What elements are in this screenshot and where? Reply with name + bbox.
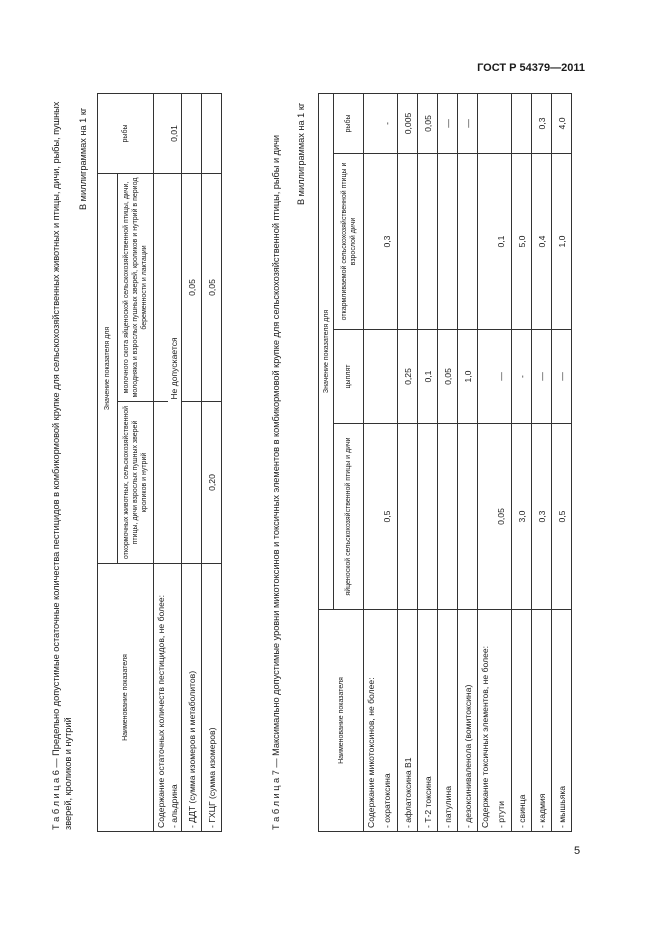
table6-header-fish: рыбы [98, 94, 154, 174]
table7-ochratoxin-laying: 0,5 [378, 424, 398, 610]
table7-mercury-fattened: 0,1 [492, 154, 512, 330]
table7-arsenic-chicks: — [552, 330, 572, 424]
table7-row-aflatoxin: - афлатоксина В1 [398, 610, 418, 832]
table7-header-laying: яйценоской сельскохозяйственной птицы и дичи [334, 424, 364, 610]
table7-header-fattened: откармливаемой сельскохозяйственной птицы и взрослой дичи [334, 154, 364, 330]
table7-row-patulin: - патулина [438, 610, 458, 832]
table7-header-fish: рыбы [334, 93, 364, 153]
table7-ochratoxin-fish: - [378, 93, 398, 153]
table7-arsenic-fattened: 1,0 [552, 154, 572, 330]
table7-cadmium-fish: 0,3 [532, 93, 552, 153]
table6-row-hch: - ГХЦГ (сумма изомеров) [202, 564, 222, 832]
table7-arsenic-laying: 0,5 [552, 424, 572, 610]
table7-row-mycotoxins: Содержание микотоксинов, не более: [364, 610, 378, 832]
table6-hch-fattening: 0,20 [202, 402, 222, 564]
standard-number: ГОСТ Р 54379—2011 [477, 62, 585, 74]
table7-lead-fattened: 5,0 [512, 154, 532, 330]
table7-row-deoxynivalenol: - дезоксиниваленола (вомитоксина) [458, 610, 478, 832]
table7-row-mercury: - ртути [492, 610, 512, 832]
table7-t2-chicks: 0,1 [418, 330, 438, 424]
table7-cadmium-laying: 0,3 [532, 424, 552, 610]
table7-patulin-chicks: 0,05 [438, 330, 458, 424]
table6 [97, 93, 222, 832]
table6-hch-dairy: 0,05 [202, 174, 222, 402]
page-number: 5 [574, 845, 581, 857]
table7-mercury-chicks: — [492, 330, 512, 424]
table6-header-group: Значение показателя для [98, 174, 118, 564]
table7-row-toxic-elements: Содержание токсичных элементов, не более: [478, 610, 492, 832]
table6-header-fattening: откормочных животных, сельскохозяйственной птицы, дичи взрослых пушных зверей кроликов и нутрий [118, 402, 154, 564]
table7-row-ochratoxin: - охратоксина [378, 610, 398, 832]
table7-mercury-laying: 0,05 [492, 424, 512, 610]
table6-header-name: Наименование показателя [98, 564, 154, 832]
table7-row-arsenic: - мышьяка [552, 610, 572, 832]
table7-patulin-fish: — [438, 93, 458, 153]
table6-caption: Т а б л и ц а 6 — Предельно допустимые остаточные количества пестицидов в комбикормовой крупке для сельскохозяйственных животных и птицы, дичи, рыбы, пушных зверей, кроликов и нутрий [51, 101, 73, 830]
table7-cadmium-fattened: 0,4 [532, 154, 552, 330]
table7-arsenic-fish: 4,0 [552, 93, 572, 153]
table7-deoxynivalenol-fish: — [458, 93, 478, 153]
table6-row-ddt: - ДДТ (сумма изомеров и метаболитов) [182, 564, 202, 832]
table6-row-pesticides: Содержание остаточных количеств пестицидов, не более: [154, 564, 168, 832]
table7-header-group: Значение показателя для [319, 93, 334, 609]
table7 [318, 93, 572, 832]
table6-ddt-dairy: 0,05 [182, 174, 202, 402]
table7-lead-chicks: - [512, 330, 532, 424]
table7-aflatoxin-fish: 0,005 [398, 93, 418, 153]
table6-header-dairy: молочного скота яйценоской сельскохозяйственной птицы, дичи, молодняка и взрослых пушных зверей, кроликов и нутрий в период беременности и лактации [118, 174, 154, 402]
table7-row-cadmium: - кадмия [532, 610, 552, 832]
table6-aldrin-fish: 0,01 [168, 94, 182, 174]
table7-deoxynivalenol-chicks: 1,0 [458, 330, 478, 424]
table7-cadmium-chicks: — [532, 330, 552, 424]
table7-unit: В миллиграммах на 1 кг [296, 102, 306, 205]
table6-aldrin-not-allowed: Не допускается [168, 174, 182, 564]
table7-caption: Т а б л и ц а 7 — Максимально допустимые уровни микотоксинов и токсичных элементов в комбикормовой крупке для сельскохозяйственной птицы, рыбы и дичи [271, 134, 281, 830]
table7-aflatoxin-chicks: 0,25 [398, 330, 418, 424]
table7-ochratoxin-fattened: 0,3 [378, 154, 398, 330]
table6-row-aldrin: - альдрина [168, 564, 182, 832]
table7-header-chicks: цыплят [334, 330, 364, 424]
table7-row-lead: - свинца [512, 610, 532, 832]
table7-header-name: Наименование показателя [319, 610, 364, 832]
table6-unit: В миллиграммах на 1 кг [78, 107, 88, 210]
table7-lead-laying: 3,0 [512, 424, 532, 610]
table7-row-t2-toxin: - Т-2 токсина [418, 610, 438, 832]
table7-t2-fish: 0,05 [418, 93, 438, 153]
